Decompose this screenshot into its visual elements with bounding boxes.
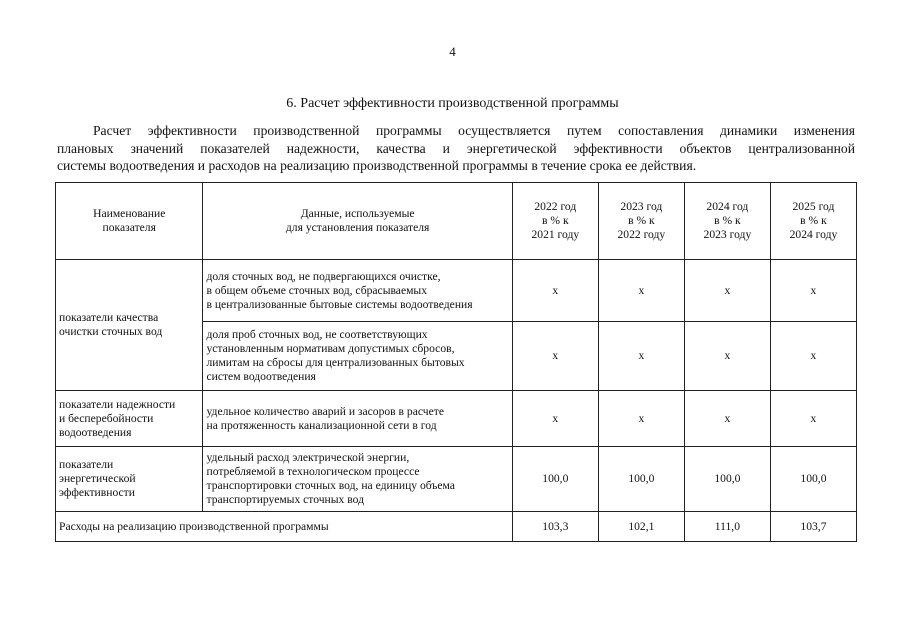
table-row (56, 447, 857, 512)
value-cell: x (512, 322, 598, 391)
page-number: 4 (449, 44, 456, 59)
total-label: Расходы на реализацию производственной программы (56, 512, 513, 542)
value-cell: x (684, 391, 770, 447)
source-data-cell: доля проб сточных вод, не соответствующих установленным нормативам допустимых сбросов, лимитам на сбросы для централизованных бытовых систем водоотведения (203, 322, 512, 391)
indicator-group-reliability: показатели надежности и бесперебойности водоотведения (56, 391, 203, 447)
value-cell: 100,0 (512, 447, 598, 512)
value-cell: 100,0 (770, 447, 856, 512)
value-cell: x (598, 260, 684, 322)
value-cell: x (770, 391, 856, 447)
table-row (56, 391, 857, 447)
section-heading: 6. Расчет эффективности производственной программы (286, 96, 619, 111)
total-value-cell: 103,7 (770, 512, 856, 542)
table-total-row (56, 512, 857, 542)
table-header-row (56, 183, 857, 260)
value-cell: x (770, 322, 856, 391)
value-cell: x (598, 391, 684, 447)
intro-line: Расчет эффективности производственной программы осуществляется путем сопоставления динамики изменения (93, 123, 855, 138)
header-year-2023: 2023 год в % к 2022 году (598, 183, 684, 260)
total-value-cell: 102,1 (598, 512, 684, 542)
source-data-cell: удельный расход электрической энергии, потребляемой в технологическом процессе транспортировки сточных вод, на единицу объема транспортируемых сточных вод (203, 447, 512, 512)
source-data-cell: доля сточных вод, не подвергающихся очистке, в общем объеме сточных вод, сбрасываемых в централизованные бытовые системы водоотведения (203, 260, 512, 322)
value-cell: 100,0 (684, 447, 770, 512)
header-indicator-name: Наименование показателя (56, 183, 203, 260)
value-cell: 100,0 (598, 447, 684, 512)
total-value-cell: 111,0 (684, 512, 770, 542)
value-cell: x (598, 322, 684, 391)
header-year-2022: 2022 год в % к 2021 году (512, 183, 598, 260)
value-cell: x (512, 391, 598, 447)
value-cell: x (770, 260, 856, 322)
intro-line: плановых значений показателей надежности, качества и энергетической эффективности объектов централизованной (57, 140, 855, 156)
intro-paragraph (57, 122, 855, 175)
total-value-cell: 103,3 (512, 512, 598, 542)
header-source-data: Данные, используемые для установления показателя (203, 183, 512, 260)
indicator-group-energy: показатели энергетической эффективности (56, 447, 203, 512)
value-cell: x (684, 322, 770, 391)
header-year-2024: 2024 год в % к 2023 году (684, 183, 770, 260)
efficiency-table (55, 182, 857, 542)
table-row (56, 260, 857, 322)
value-cell: x (512, 260, 598, 322)
header-year-2025: 2025 год в % к 2024 году (770, 183, 856, 260)
indicator-group-quality: показатели качества очистки сточных вод (56, 260, 203, 391)
intro-line: системы водоотведения и расходов на реализацию производственной программы в течение срока ее действия. (57, 158, 697, 173)
source-data-cell: удельное количество аварий и засоров в расчете на протяженность канализационной сети в год (203, 391, 512, 447)
value-cell: x (684, 260, 770, 322)
